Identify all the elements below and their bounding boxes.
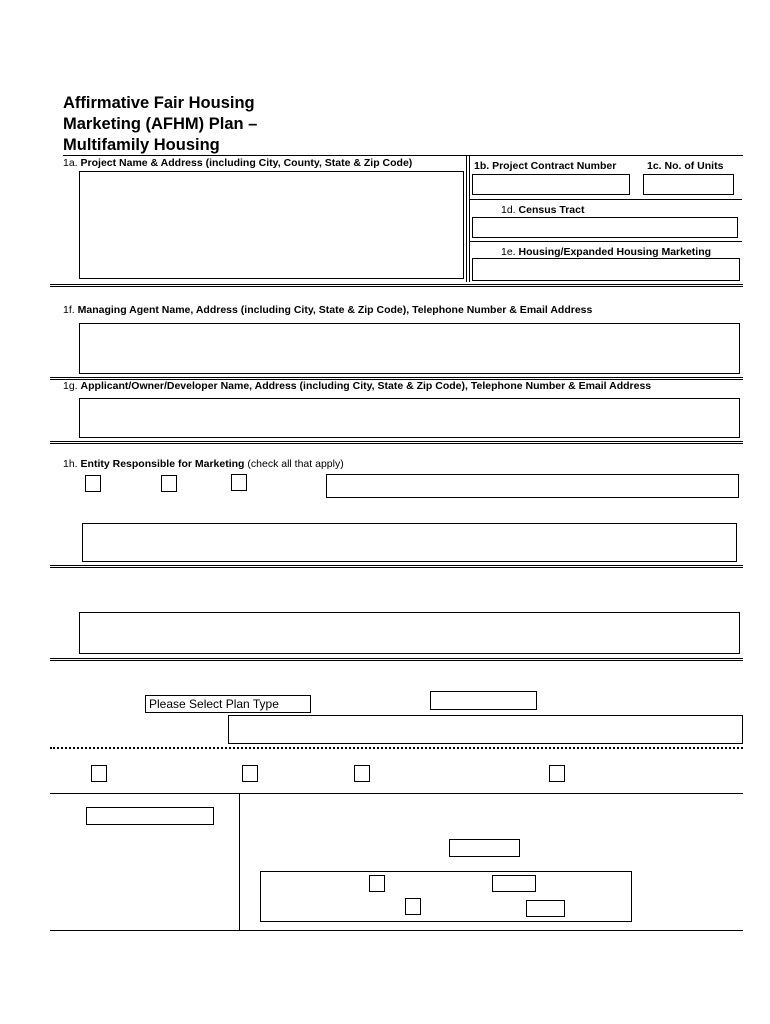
rule-1h-end bbox=[50, 565, 743, 568]
label-1c: 1c. No. of Units bbox=[647, 160, 724, 172]
form-title-line-3: Multifamily Housing bbox=[63, 136, 220, 154]
entity-checkbox-3[interactable] bbox=[231, 474, 247, 491]
option-checkbox-2[interactable] bbox=[242, 765, 258, 782]
entity-details-field[interactable] bbox=[82, 523, 737, 562]
bottom-checkbox-2[interactable] bbox=[405, 898, 421, 915]
census-tract-field[interactable] bbox=[472, 217, 738, 238]
rule-options-end bbox=[50, 793, 743, 794]
entity-other-field[interactable] bbox=[326, 474, 739, 498]
bottom-option-field-1[interactable] bbox=[492, 875, 536, 892]
project-contract-number-field[interactable] bbox=[472, 174, 630, 195]
rule-1g-end bbox=[50, 441, 743, 444]
managing-agent-field[interactable] bbox=[79, 323, 740, 374]
bottom-options-group bbox=[260, 871, 632, 922]
column-divider-2 bbox=[469, 156, 470, 282]
project-name-address-field[interactable] bbox=[79, 171, 464, 279]
number-of-units-field[interactable] bbox=[643, 174, 734, 195]
rule-1d-1e bbox=[470, 241, 742, 242]
label-1e: 1e. Housing/Expanded Housing Marketing bbox=[501, 246, 712, 258]
plan-type-details-field[interactable] bbox=[228, 715, 743, 744]
column-divider bbox=[466, 156, 467, 282]
rule-block-end bbox=[50, 658, 743, 661]
plan-type-select-value: Please Select Plan Type bbox=[149, 697, 279, 711]
label-1b: 1b. Project Contract Number bbox=[474, 160, 617, 172]
entity-checkbox-2[interactable] bbox=[161, 475, 177, 492]
plan-type-select[interactable] bbox=[145, 695, 311, 713]
title-rule bbox=[63, 155, 743, 156]
label-1a: 1a. Project Name & Address (including City, County, State & Zip Code) bbox=[63, 157, 413, 169]
form-title-line-1: Affirmative Fair Housing bbox=[63, 94, 255, 112]
plan-type-date-field[interactable] bbox=[430, 691, 537, 710]
rule-bottom-end bbox=[50, 930, 743, 931]
entity-checkbox-1[interactable] bbox=[85, 475, 101, 492]
applicant-owner-field[interactable] bbox=[79, 398, 740, 438]
form-title bbox=[63, 93, 323, 156]
bottom-option-field-2[interactable] bbox=[526, 900, 565, 917]
housing-marketing-field[interactable] bbox=[472, 258, 740, 281]
bottom-right-field[interactable] bbox=[449, 839, 520, 857]
rule-section-1a-end bbox=[50, 284, 743, 287]
form-title-line-2: Marketing (AFHM) Plan – bbox=[63, 115, 258, 133]
option-checkbox-1[interactable] bbox=[91, 765, 107, 782]
option-checkbox-4[interactable] bbox=[549, 765, 565, 782]
label-1d: 1d. Census Tract bbox=[501, 204, 585, 216]
bottom-left-field[interactable] bbox=[86, 807, 214, 825]
label-1h: 1h. Entity Responsible for Marketing (check all that apply) bbox=[63, 458, 344, 470]
option-checkbox-3[interactable] bbox=[354, 765, 370, 782]
label-1g: 1g. Applicant/Owner/Developer Name, Address (including City, State & Zip Code), Telephone Number & Email Address bbox=[63, 380, 652, 392]
rule-1b-1d bbox=[470, 199, 742, 200]
additional-info-field[interactable] bbox=[79, 612, 740, 654]
bottom-column-divider bbox=[239, 794, 240, 931]
bottom-checkbox-1[interactable] bbox=[369, 875, 385, 892]
rule-plan-type-end bbox=[50, 747, 743, 749]
label-1f: 1f. Managing Agent Name, Address (including City, State & Zip Code), Telephone Number & Email Address bbox=[63, 304, 593, 316]
